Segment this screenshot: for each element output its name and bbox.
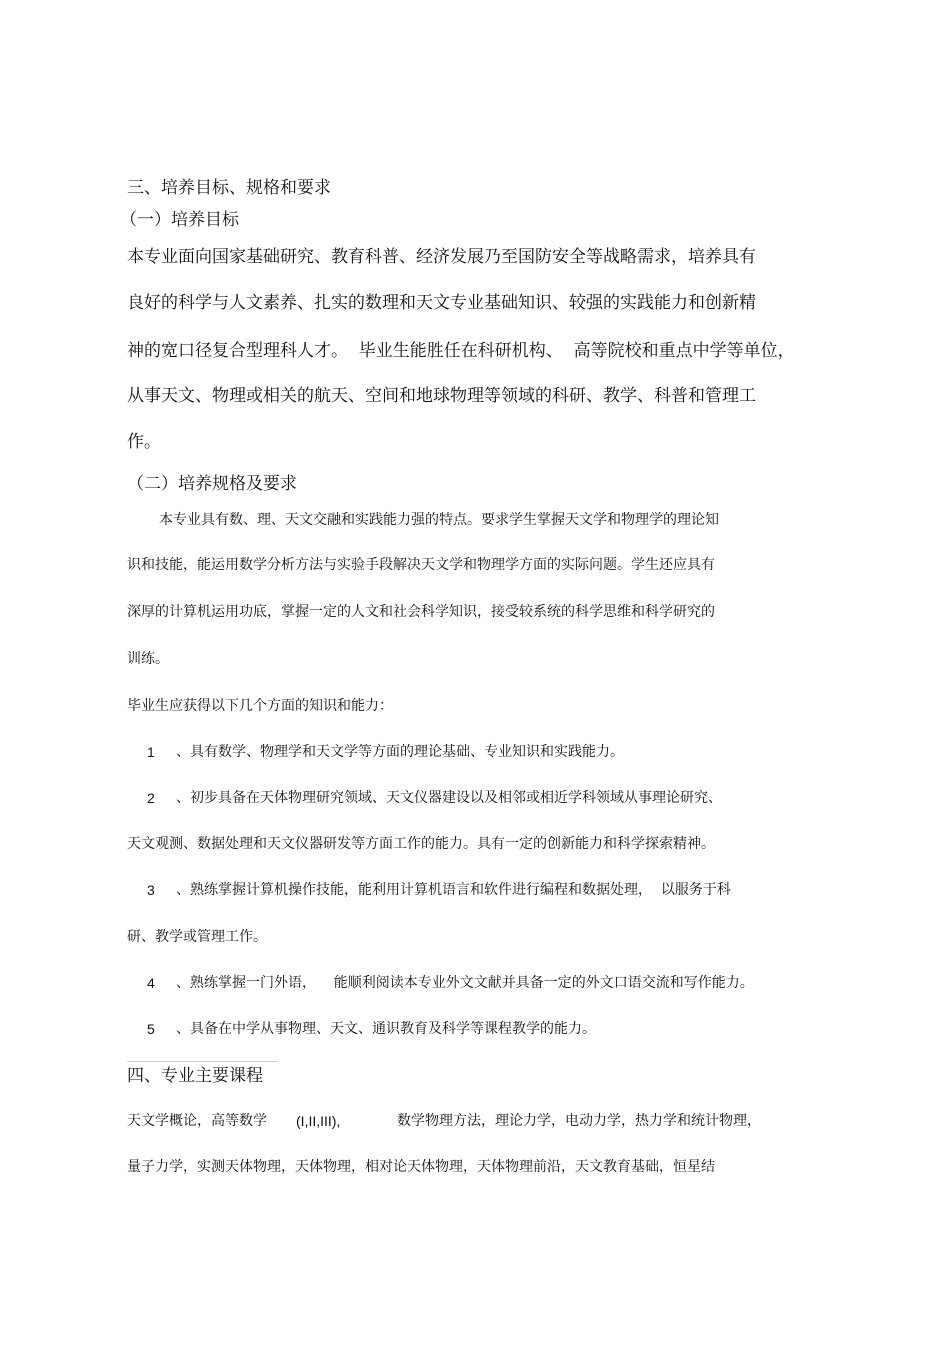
abilities-intro: 毕业生应获得以下几个方面的知识和能力： bbox=[127, 698, 393, 714]
course-list-line: 量子力学，实测天体物理，天体物理，相对论天体物理，天体物理前沿，天文教育基础，恒星结 bbox=[127, 1159, 715, 1175]
list-item-text: 、具备在中学从事物理、天文、通识教育及科学等课程教学的能力。 bbox=[176, 1021, 596, 1037]
paragraph-line: 训练。 bbox=[127, 651, 169, 667]
section-divider bbox=[127, 1061, 277, 1062]
list-item-number: 5 bbox=[147, 1021, 155, 1037]
paragraph-line: 良好的科学与人文素养、扎实的数理和天文专业基础知识、较强的实践能力和创新精 bbox=[127, 293, 756, 313]
list-item-number: 3 bbox=[147, 882, 155, 898]
paragraph-line: 本专业具有数、理、天文交融和实践能力强的特点。要求学生掌握天文学和物理学的理论知 bbox=[159, 512, 719, 528]
list-item-text: 、具有数学、物理学和天文学等方面的理论基础、专业知识和实践能力。 bbox=[176, 744, 624, 760]
list-item-text: 、初步具备在天体物理研究领域、天文仪器建设以及相邻或相近学科领域从事理论研究、 bbox=[176, 790, 722, 806]
subsection-2-heading: （二）培养规格及要求 bbox=[127, 474, 297, 494]
course-list-line: 数学物理方法，理论力学，电动力学，热力学和统计物理， bbox=[397, 1113, 761, 1129]
list-item-number: 4 bbox=[147, 975, 155, 991]
course-list-line: 天文学概论，高等数学 bbox=[127, 1113, 267, 1129]
paragraph-line: 神的宽口径复合型理科人才。 毕业生能胜任在科研机构、 高等院校和重点中学等单位， bbox=[127, 341, 795, 361]
subsection-1-heading: （一）培养目标 bbox=[120, 210, 239, 230]
paragraph-line: 识和技能，能运用数学分析方法与实验手段解决天文学和物理学方面的实际问题。学生还应具有 bbox=[127, 557, 715, 573]
list-item-text: 、熟练掌握计算机操作技能，能利用计算机语言和软件进行编程和数据处理， 以服务于科 bbox=[176, 882, 731, 898]
paragraph-line: 作。 bbox=[127, 432, 161, 452]
list-item-number: 1 bbox=[147, 744, 155, 760]
list-item-continuation: 天文观测、数据处理和天文仪器研发等方面工作的能力。具有一定的创新能力和科学探索精神。 bbox=[127, 836, 715, 852]
course-list-line-roman: (I,II,III), bbox=[296, 1113, 341, 1129]
list-item-text: 、熟练掌握一门外语， 能顺利阅读本专业外文文献并具备一定的外文口语交流和写作能力。 bbox=[176, 975, 754, 991]
section-3-heading: 三、培养目标、规格和要求 bbox=[127, 178, 331, 198]
paragraph-line: 本专业面向国家基础研究、教育科普、经济发展乃至国防安全等战略需求，培养具有 bbox=[127, 247, 756, 267]
section-4-heading: 四、专业主要课程 bbox=[127, 1066, 263, 1086]
paragraph-line: 从事天文、物理或相关的航天、空间和地球物理等领域的科研、教学、科普和管理工 bbox=[127, 386, 756, 406]
list-item-continuation: 研、教学或管理工作。 bbox=[127, 929, 267, 945]
list-item-number: 2 bbox=[147, 790, 155, 806]
paragraph-line: 深厚的计算机运用功底，掌握一定的人文和社会科学知识，接受较系统的科学思维和科学研究的 bbox=[127, 604, 715, 620]
